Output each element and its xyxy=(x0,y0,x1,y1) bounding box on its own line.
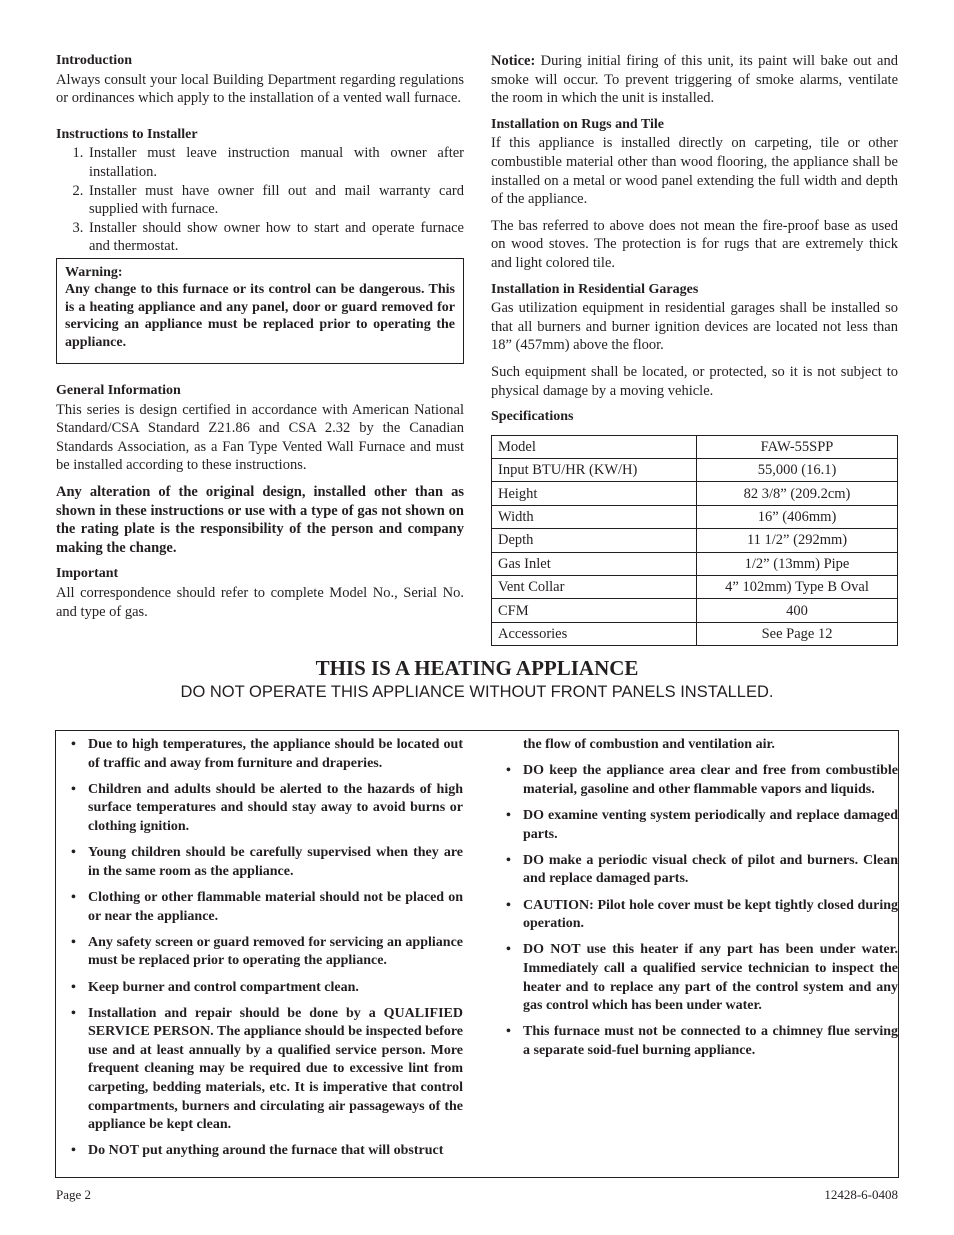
bullet-icon: • xyxy=(506,852,511,868)
spec-label: Height xyxy=(492,482,697,505)
installer-list xyxy=(56,144,464,256)
spec-value: 82 3/8” (209.2cm) xyxy=(697,482,898,505)
table-row xyxy=(492,435,898,458)
safety-item-text: Any safety screen or guard removed for servicing an appliance must be replaced prior to operating the appliance. xyxy=(88,934,463,969)
bullet-icon: • xyxy=(71,934,76,950)
safety-item xyxy=(71,736,463,773)
general-heading: General Information xyxy=(56,382,181,398)
bullet-icon: • xyxy=(71,737,76,752)
bullet-icon: • xyxy=(71,1143,76,1159)
safety-item xyxy=(71,889,463,926)
intro-text: Always consult your local Building Department regarding regulations or ordinances which apply to the installation of a vented wall furnace. xyxy=(56,71,464,107)
banner-subtitle: DO NOT OPERATE THIS APPLIANCE WITHOUT FRONT PANELS INSTALLED. xyxy=(180,683,774,701)
spec-label: Accessories xyxy=(492,622,697,645)
safety-item-text: CAUTION: Pilot hole cover must be kept tightly closed during operation. xyxy=(523,897,898,932)
important-text: All correspondence should refer to complete Model No., Serial No. and type of gas. xyxy=(56,584,464,620)
safety-item xyxy=(506,807,898,844)
safety-item xyxy=(71,934,463,971)
bullet-icon: • xyxy=(506,897,511,913)
garage-text-2: Such equipment shall be located, or protected, so it is not subject to physical damage by a moving vehicle. xyxy=(491,363,898,399)
spec-table xyxy=(491,435,898,647)
bullet-icon: • xyxy=(506,807,511,823)
installer-item: 2. Installer must have owner fill out and mail warranty card supplied with furnace. xyxy=(87,182,464,219)
safety-item-text: DO NOT use this heater if any part has been under water. Immediately call a qualified service technician to inspect the heater and to replace any part of the control system and any gas control which has been under water. xyxy=(523,942,898,1014)
safety-item-text: Keep burner and control compartment clean. xyxy=(88,979,359,995)
warning-text: Any change to this furnace or its control can be dangerous. This is a heating appliance and any panel, door or guard removed for servicing an appliance must be replaced prior to operating the appliance. xyxy=(65,282,455,350)
table-row xyxy=(492,552,898,575)
rugs-text: If this appliance is installed directly on carpeting, tile or other combustible material other than wood flooring, the appliance shall be installed on a metal or wood panel extending the full width and depth of the appliance. xyxy=(491,135,898,208)
bullet-icon: • xyxy=(71,1005,76,1021)
safety-item xyxy=(71,844,463,881)
safety-item-text: DO make a periodic visual check of pilot and burners. Clean and replace damaged parts. xyxy=(523,852,898,887)
spec-label: Input BTU/HR (KW/H) xyxy=(492,459,697,482)
bullet-icon: • xyxy=(71,845,76,861)
safety-item xyxy=(506,941,898,1015)
spec-label: Gas Inlet xyxy=(492,552,697,575)
general-text: This series is design certified in accordance with American National Standard/CSA Standard Z21.86 and CSA 2.32 by the Canadian Standards Association, as a Fan Type Vented Wall Furnace and must be installed according to these instructions. xyxy=(56,401,464,474)
left-column xyxy=(56,52,464,621)
spec-value: 16” (406mm) xyxy=(697,505,898,528)
table-row xyxy=(492,576,898,599)
garage-heading: Installation in Residential Garages xyxy=(491,281,699,297)
spec-value: 400 xyxy=(697,599,898,622)
bullet-icon: • xyxy=(71,889,76,905)
intro-heading: Introduction xyxy=(56,53,132,68)
bullet-icon: • xyxy=(506,1024,511,1040)
safety-item xyxy=(506,897,898,934)
warning-box xyxy=(56,258,464,364)
bullet-icon: • xyxy=(506,942,511,958)
safety-item-text: This furnace must not be connected to a chimney flue serving a separate soid-fuel burning appliance. xyxy=(523,1024,898,1058)
safety-item-text: Do NOT put anything around the furnace that will obstruct xyxy=(88,1143,444,1159)
notice-paragraph xyxy=(491,52,898,108)
safety-item-text: Clothing or other flammable material should not be placed on or near the appliance. xyxy=(88,889,463,924)
table-row xyxy=(492,529,898,552)
bullet-icon: • xyxy=(71,979,76,995)
right-column xyxy=(491,52,898,646)
spec-label: Width xyxy=(492,505,697,528)
spec-label: CFM xyxy=(492,599,697,622)
safety-item-text: DO examine venting system periodically and replace damaged parts. xyxy=(523,807,898,842)
spec-value: 11 1/2” (292mm) xyxy=(697,529,898,552)
safety-item-text: Children and adults should be alerted to the hazards of high surface temperatures and should stay away to avoid burns or clothing ignition. xyxy=(88,781,463,834)
safety-box xyxy=(55,730,899,1178)
safety-right-column xyxy=(506,736,898,1068)
safety-item-text: DO keep the appliance area clear and free from combustible material, gasoline and other flammable vapors and liquids. xyxy=(523,763,898,797)
installer-item: 1. Installer must leave instruction manual with owner after installation. xyxy=(87,144,464,181)
warning-label: Warning: xyxy=(65,264,123,280)
spec-heading: Specifications xyxy=(491,409,574,425)
table-row xyxy=(492,622,898,645)
installer-heading: Instructions to Installer xyxy=(56,126,198,142)
safety-continuation: the flow of combustion and ventilation air. xyxy=(523,737,775,752)
spec-value: 55,000 (16.1) xyxy=(697,459,898,482)
safety-item xyxy=(71,1142,463,1161)
rugs-heading: Installation on Rugs and Tile xyxy=(491,116,664,132)
safety-item xyxy=(506,1023,898,1060)
notice-text: During initial firing of this unit, its paint will bake out and smoke will occur. To prevent triggering of smoke alarms, ventilate the room in which the unit is installed. xyxy=(491,53,898,107)
table-row xyxy=(492,505,898,528)
spec-label: Model xyxy=(492,435,697,458)
installer-item: 3. Installer should show owner how to start and operate furnace and thermostat. xyxy=(87,219,464,256)
safety-item xyxy=(506,762,898,799)
base-text: The bas referred to above does not mean the fire-proof base as used on wood stoves. The protection is for rugs that are extremely thick and light colored tile. xyxy=(491,217,898,271)
banner-title: THIS IS A HEATING APPLIANCE xyxy=(315,656,639,680)
spec-value: FAW-55SPP xyxy=(697,435,898,458)
spec-label: Depth xyxy=(492,529,697,552)
safety-item xyxy=(71,979,463,998)
notice-label: Notice: xyxy=(491,53,536,69)
spec-value: 1/2” (13mm) Pipe xyxy=(697,552,898,575)
alteration-text: Any alteration of the original design, installed other than as shown in these instructions or use with a type of gas not shown on the rating plate is the responsibility of the person and company making the change. xyxy=(56,483,464,556)
safety-item xyxy=(71,1005,463,1135)
garage-text: Gas utilization equipment in residential garages shall be installed so that all burners and burner ignition devices are located not less than 18” (457mm) above the floor. xyxy=(491,300,898,354)
spec-value: 4” 102mm) Type B Oval xyxy=(697,576,898,599)
safety-left-column xyxy=(71,736,463,1169)
safety-item-text: Installation and repair should be done by a QUALIFIED SERVICE PERSON. The appliance should be inspected before use and at least annually by a qualified service person. More frequent cleaning may be required due to excessive lint from carpeting, bedding materials, etc. It is imperative that control compartments, burners and circulating air passageways of the appliance be kept clean. xyxy=(88,1005,463,1133)
spec-value: See Page 12 xyxy=(697,622,898,645)
safety-item-text: Young children should be carefully supervised when they are in the same room as the appliance. xyxy=(88,845,463,879)
safety-item xyxy=(71,781,463,837)
document-number: 12428-6-0408 xyxy=(824,1187,898,1202)
bullet-icon: • xyxy=(71,781,76,797)
safety-item-text: Due to high temperatures, the appliance should be located out of traffic and away from furniture and draperies. xyxy=(88,737,463,771)
bullet-icon: • xyxy=(506,763,511,779)
table-row xyxy=(492,599,898,622)
safety-item xyxy=(506,852,898,889)
table-row xyxy=(492,482,898,505)
table-row xyxy=(492,459,898,482)
important-heading: Important xyxy=(56,566,119,582)
spec-label: Vent Collar xyxy=(492,576,697,599)
page-number: Page 2 xyxy=(56,1187,92,1202)
